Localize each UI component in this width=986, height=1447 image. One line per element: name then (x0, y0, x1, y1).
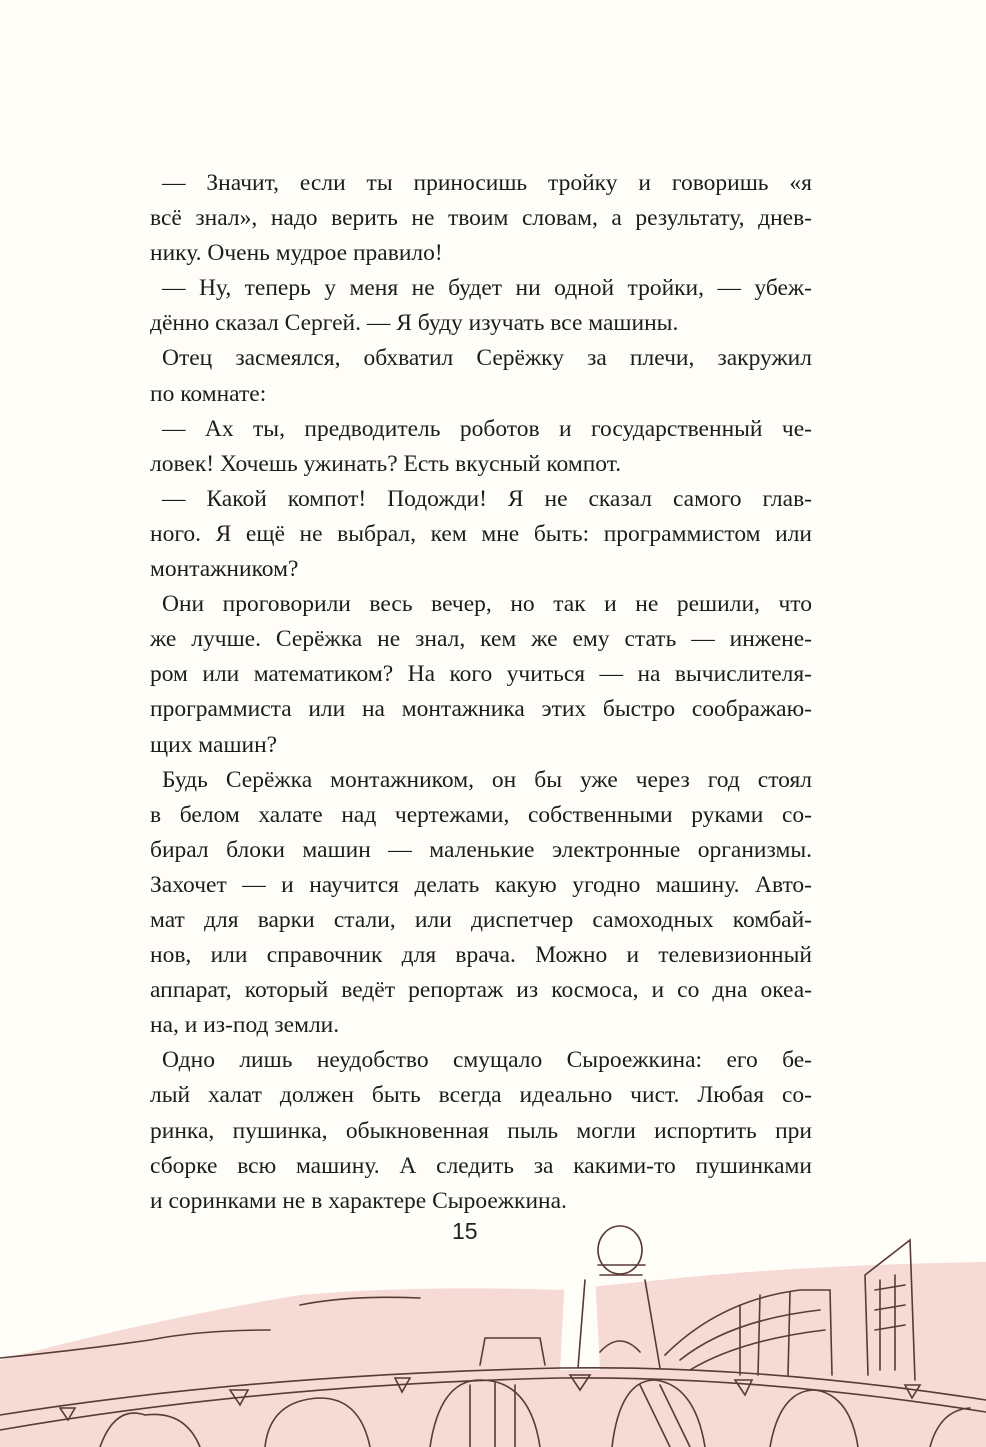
paragraph-line: монтажником? (150, 556, 299, 583)
paragraph-line: нов, или справочник для врача. Можно и телевизионный (150, 942, 812, 969)
paragraph-line: аппарат, который ведёт репортаж из космоса, и со дна океа- (150, 977, 812, 1004)
paragraph-line: ловек! Хочешь ужинать? Есть вкусный компот. (150, 450, 622, 477)
paragraph-line: — Значит, если ты приносишь тройку и говоришь «я (162, 170, 812, 196)
paragraph-line: ринка, пушинка, обыкновенная пыль могли испортить при (150, 1117, 812, 1144)
paragraph-line: — Ах ты, предводитель роботов и государственный че- (162, 415, 812, 442)
paragraph-line: — Какой компот! Подожди! Я не сказал самого глав- (162, 485, 812, 512)
paragraph-line: всё знал», надо верить не твоим словам, а результату, днев- (150, 205, 812, 232)
paragraph-line: щих машин? (150, 731, 278, 758)
paragraph-line: бирал блоки машин — маленькие электронные организмы. (150, 836, 812, 863)
paragraph-line: в белом халате над чертежами, собственными руками со- (150, 801, 812, 828)
paragraph-line: лый халат должен быть всегда идеально чист. Любая со- (150, 1082, 812, 1109)
page-number: 15 (452, 1218, 478, 1244)
paragraph-line: по комнате: (150, 380, 267, 407)
paragraph-line: Будь Серёжка монтажником, он бы уже через год стоял (162, 766, 812, 793)
paragraph-line: Захочет — и научится делать какую угодно машину. Авто- (150, 871, 812, 898)
paragraph-line: — Ну, теперь у меня не будет ни одной тройки, — убеж- (162, 275, 812, 302)
paragraph-line: сборке всю машину. А следить за какими-то пушинками (150, 1152, 812, 1179)
paragraph-line: на, и из-под земли. (150, 1012, 340, 1039)
paragraph-line: мат для варки стали, или диспетчер самоходных комбай- (150, 906, 812, 933)
paragraph-line: Отец засмеялся, обхватил Серёжку за плечи, закружил (162, 345, 812, 372)
paragraph-line: ного. Я ещё не выбрал, кем мне быть: программистом или (150, 520, 812, 547)
paragraph-line: Они проговорили весь вечер, но так и не решили, что (162, 591, 812, 618)
paragraph-line: и соринками не в характере Сыроежкина. (150, 1187, 567, 1214)
paragraph-line: ром или математиком? На кого учиться — на вычислителя- (150, 661, 812, 688)
paragraph-line: программиста или на монтажника этих быстро соображаю- (150, 696, 812, 723)
city-bridge-sketch-illustration (0, 1180, 986, 1447)
paragraph-line: Одно лишь неудобство смущало Сыроежкина: его бе- (162, 1047, 812, 1074)
body-text (150, 166, 812, 1219)
paragraph-line: же лучше. Серёжка не знал, кем же ему стать — инжене- (150, 626, 812, 653)
paragraph-line: дённо сказал Сергей. — Я буду изучать все машины. (150, 310, 679, 337)
paragraph-line: нику. Очень мудрое правило! (150, 240, 443, 267)
